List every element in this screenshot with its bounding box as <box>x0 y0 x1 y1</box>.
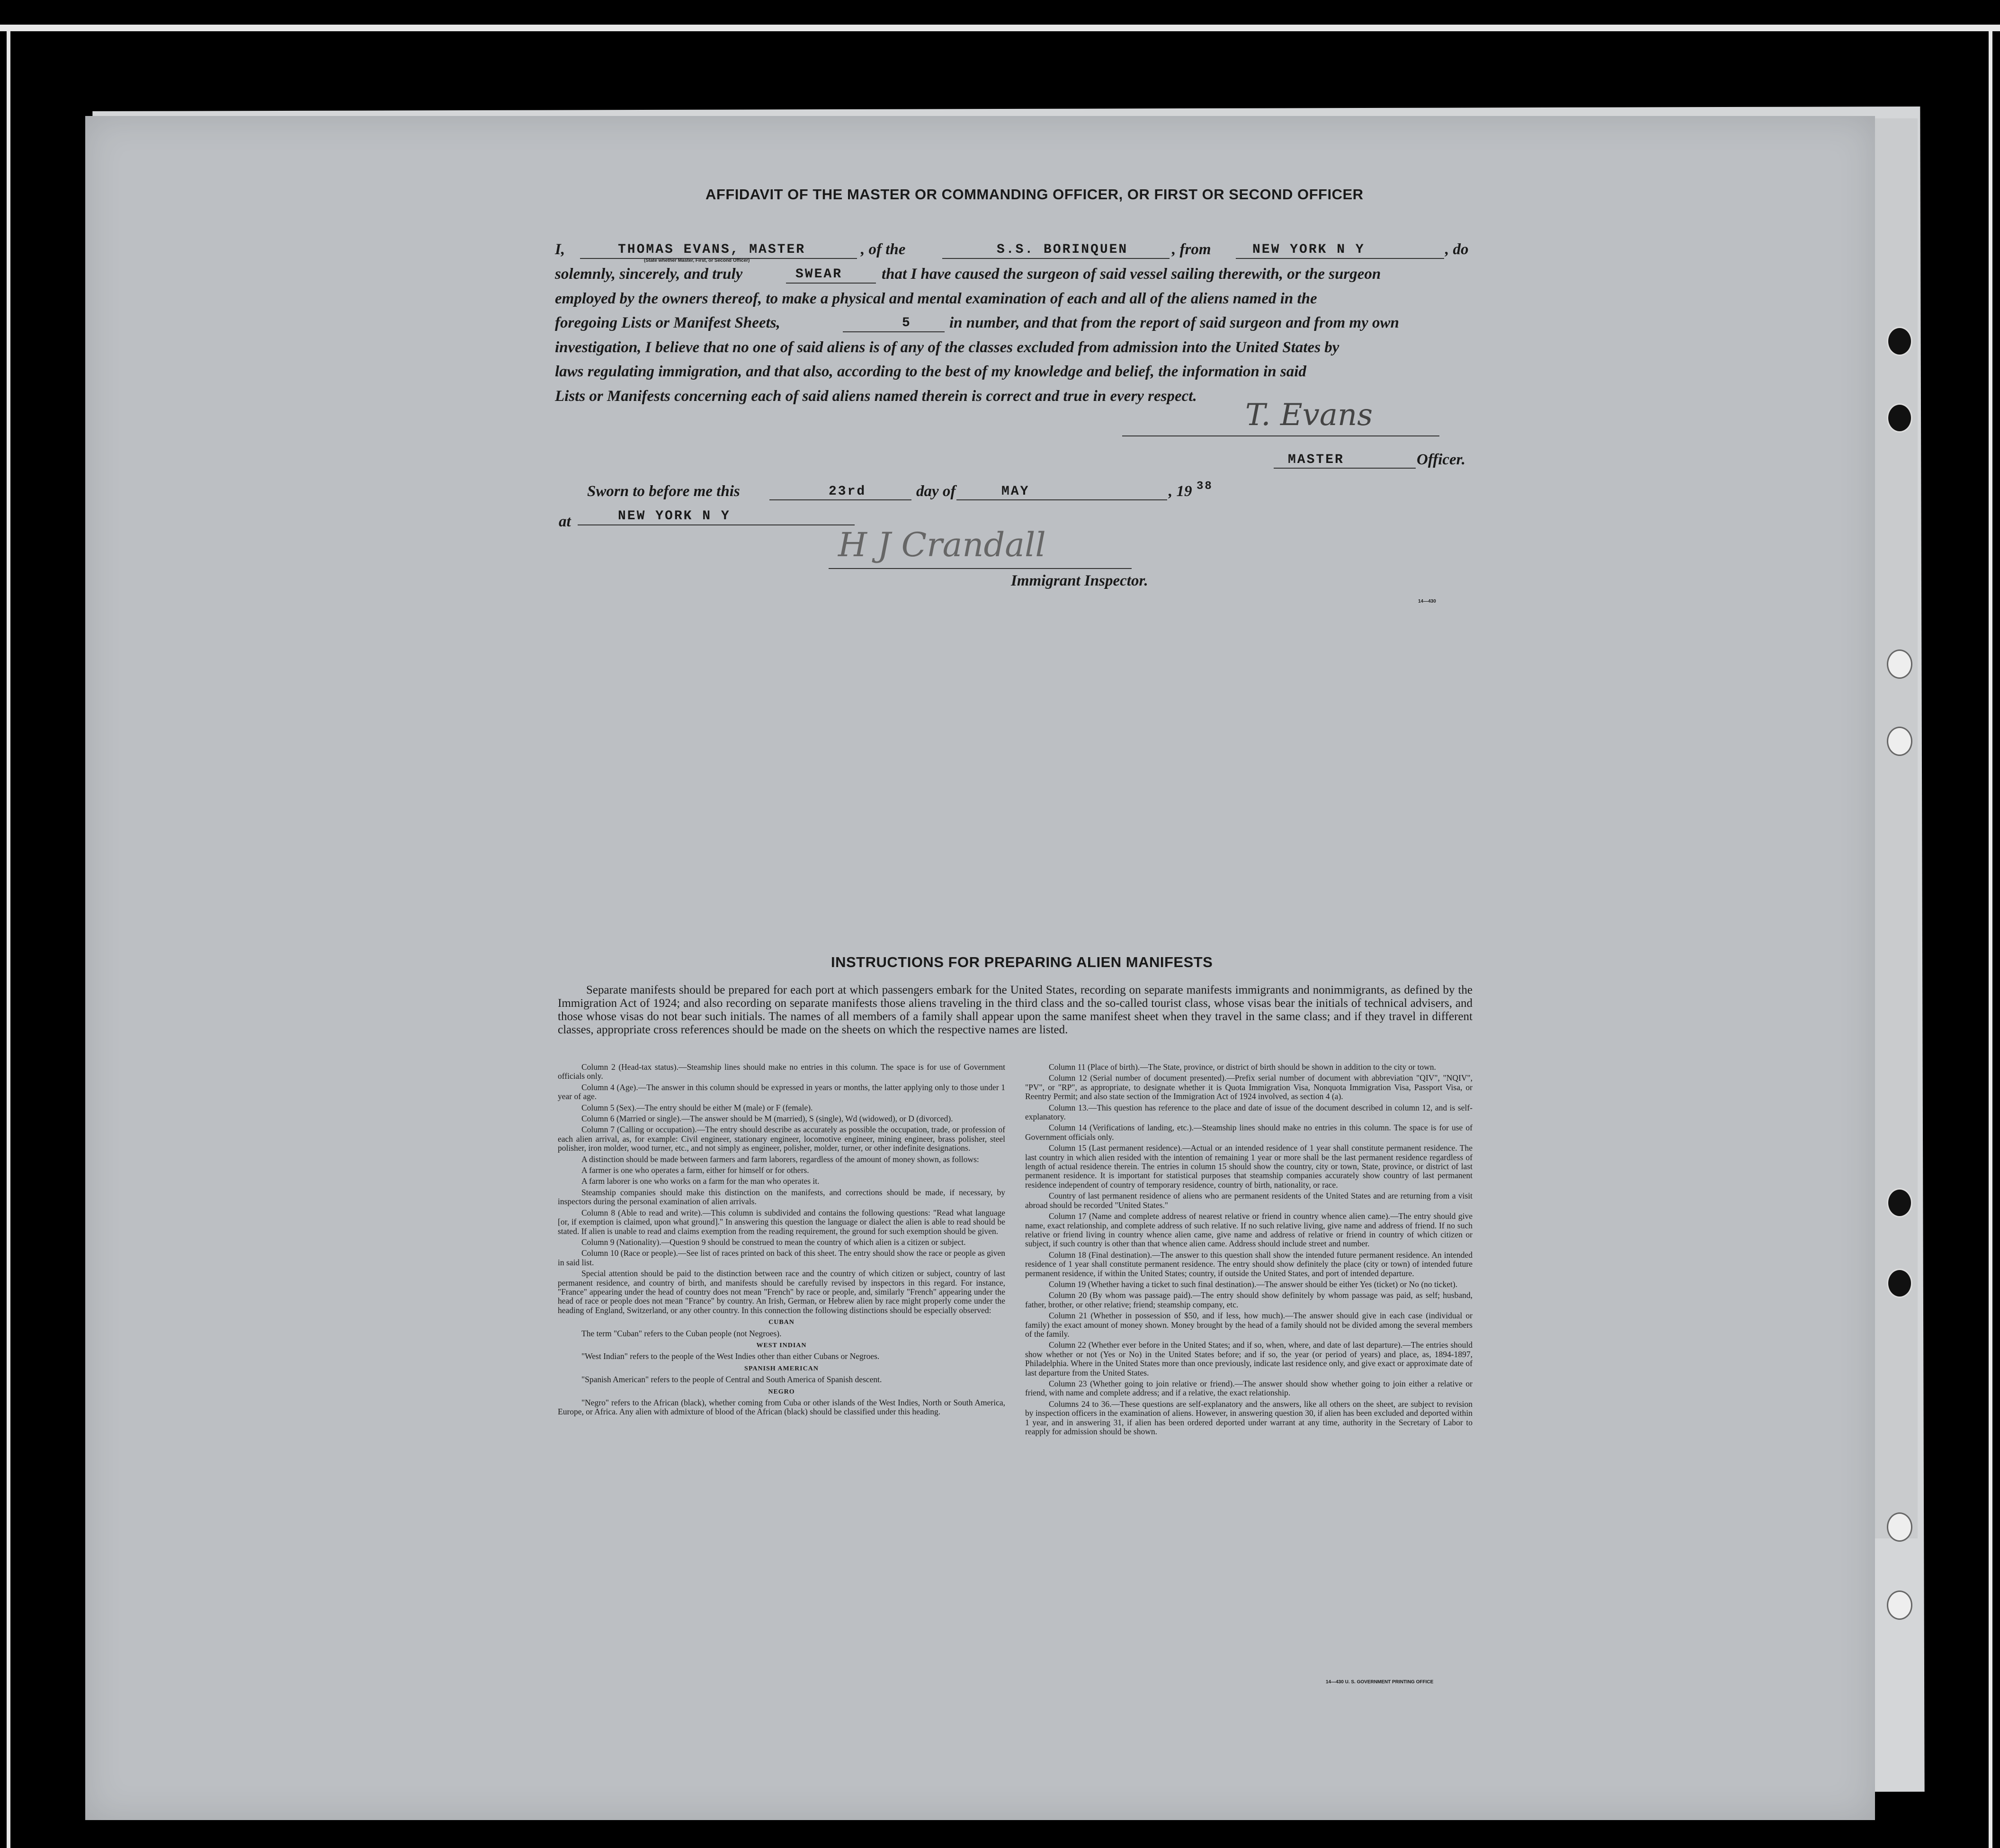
instruction-steamship-companies: Steamship companies should make this distinction on the manifests, and corrections should be made, if necessary, by inspectors during the personal examination of alien arrivals. <box>558 1187 1005 1207</box>
instruction-column-11: Column 11 (Place of birth).—The State, province, or district of birth should be shown in addition to the city or town. <box>1049 1062 1436 1072</box>
master-signature-line <box>1122 435 1439 436</box>
affidavit-i: I, <box>555 241 565 258</box>
instruction-column-9: Column 9 (Nationality).—Question 9 should be construed to mean the country of which alien is a citizen or subject. <box>581 1237 966 1247</box>
affidavit-title: AFFIDAVIT OF THE MASTER OR COMMANDING OFFICER, OR FIRST OR SECOND OFFICER <box>705 186 1364 203</box>
instruction-column-7: Column 7 (Calling or occupation).—The entry should describe as accurately as possible the occupation, trade, or profession of each alien arrival, as, for example: Civil engineer, stationary engineer, locomotive engineer, mining engineer, brass polisher, steel polisher, iron molder, wood turner, etc., and not simply as engineer, polisher, molder, turner, or other indefinite designations. <box>558 1125 1005 1153</box>
instruction-farm-distinction: A distinction should be made between farmers and farm laborers, regardless of the amount of money shown, as follows: <box>581 1154 979 1164</box>
punch-hole <box>1887 649 1912 679</box>
instruction-column-4: Column 4 (Age).—The answer in this column should be expressed in years or months, the latter applying only to those under 1 year of age. <box>558 1082 1005 1102</box>
master-signature: T. Evans <box>1245 398 1373 433</box>
negro-definition: "Negro" refers to the African (black), whether coming from Cuba or other islands of the West Indies, North or South America, Europe, or Africa. Any alien with admixture of blood of the African (black) should be classified under this heading. <box>558 1398 1005 1417</box>
officer-label: Officer. <box>1417 451 1465 468</box>
day-of-label: day of <box>916 483 956 500</box>
vessel-underline <box>942 258 1170 259</box>
punch-hole <box>1887 403 1912 433</box>
instruction-column-6: Column 6 (Married or single).—The answer should be M (married), S (single), Wd (widowed), or D (divorced). <box>581 1114 953 1124</box>
instruction-residence-us: Country of last permanent residence of aliens who are permanent residents of the United States and are returning from a visit abroad should be recorded "United States." <box>1025 1191 1473 1210</box>
do-label: , do <box>1445 241 1469 258</box>
sworn-month: MAY <box>1001 484 1030 499</box>
film-border-left <box>7 25 10 1848</box>
oath-underline <box>786 283 876 284</box>
place-underline <box>578 524 855 525</box>
oath-word: SWEAR <box>795 267 843 282</box>
punch-hole <box>1887 1188 1912 1217</box>
instruction-column-2: Column 2 (Head-tax status).—Steamship lines should make no entries in this column. The space is for use of Government officials only. <box>558 1062 1005 1081</box>
punch-hole <box>1887 327 1912 356</box>
cuban-heading: CUBAN <box>768 1319 795 1326</box>
from-label: , from <box>1172 241 1211 258</box>
instruction-column-20: Column 20 (By whom was passage paid).—The entry should show definitely by whom passage was paid, as self; husband, father, brother, or other relative; friend; steamship company, etc. <box>1025 1290 1473 1309</box>
instruction-farm-laborer: A farm laborer is one who works on a farm for the man who operates it. <box>581 1176 820 1186</box>
instruction-column-10: Column 10 (Race or people).—See list of races printed on back of this sheet. The entry should show the race or people as given in said list. <box>558 1248 1005 1267</box>
year-prefix: , 19 <box>1169 483 1192 500</box>
instruction-column-14: Column 14 (Verifications of landing, etc.).—Steamship lines should make no entries in this column. The space is for use of Government officials only. <box>1025 1123 1473 1142</box>
west-indian-heading: WEST INDIAN <box>756 1342 807 1349</box>
cuban-definition: The term "Cuban" refers to the Cuban people (not Negroes). <box>581 1328 782 1338</box>
instruction-column-19: Column 19 (Whether having a ticket to such final destination).—The answer should be either Yes (ticket) or No (no ticket). <box>1049 1279 1458 1289</box>
day-underline <box>769 499 911 500</box>
film-border-top <box>0 25 2000 31</box>
instruction-columns-24-36: Columns 24 to 36.—These questions are self-explanatory and the answers, like all others on the sheet, are subject to revision by inspection officers in the examination of aliens. However, in answering question 30, if alien has been excluded and deported within 1 year, and in answering 31, if alien has been ordered deported under warrant at any time, authority in the Secretary of Labor to reapply for admission should be shown. <box>1025 1399 1473 1437</box>
affidavit-line-5: investigation, I believe that no one of said aliens is of any of the classes excluded from admission into the United States by <box>555 339 1339 356</box>
affidavit-line-6: laws regulating immigration, and that also, according to the best of my knowledge and belief, the information in said <box>555 363 1306 380</box>
rank-note: (State whether Master, First, or Second Officer) <box>644 258 750 263</box>
instruction-column-17: Column 17 (Name and complete address of nearest relative or friend in country whence alien came).—The entry should give name, exact relationship, and complete address of such relative. If no such relative living, give name and address of friend. If no such relative or friend living in country whence alien came, give name and address of relative or friend in country of which citizen or subject, if such country is other than that whence alien came. Address should include street and number. <box>1025 1211 1473 1249</box>
instructions-intro: Separate manifests should be prepared for each port at which passengers embark for the United States, recording on separate manifests immigrants and nonimmigrants, as defined by the Immigration Act of 1924; and also recording on separate manifests those aliens traveling in the third class and the so-called tourist class, whose visas bear the initials of technical advisers, and those whose visas do not bear such initials. The names of all members of a family shall appear upon the same manifest sheet when they travel in the same class; and if they travel in different classes, appropriate cross references should be made on the sheets on which the respective names are listed. <box>558 984 1473 1036</box>
departure-port: NEW YORK N Y <box>1252 242 1365 257</box>
instruction-farmer: A farmer is one who operates a farm, either for himself or for others. <box>581 1165 809 1175</box>
affidavit-line-2b: that I have caused the surgeon of said vessel sailing therewith, or the surgeon <box>882 266 1381 283</box>
vessel-name: S.S. BORINQUEN <box>997 242 1128 257</box>
instruction-column-21: Column 21 (Whether in possession of $50, and if less, how much).—The answer should give in each case (individual or family) the exact amount of money shown. Money brought by the head of a family should not be divided among the several members of the family. <box>1025 1311 1473 1339</box>
printing-office-footer: 14—430 U. S. GOVERNMENT PRINTING OFFICE <box>1326 1679 1434 1685</box>
inspector-label: Immigrant Inspector. <box>1011 572 1148 589</box>
master-name: THOMAS EVANS, MASTER <box>618 242 806 257</box>
instructions-left-column <box>558 1063 1005 1419</box>
film-border-right <box>1989 25 1992 1848</box>
instruction-special-attention: Special attention should be paid to the distinction between race and the country of which citizen or subject, country of last permanent residence, and country of birth, and manifests should be carefully revised by inspectors in this regard. For instance, "France" appearing under the head of country does not mean "French" by race or people, and, similarly "French" appearing under the head of race or people does not mean "France" by country. An Irish, German, or Hebrew alien by race might properly come under the heading of England, Switzerland, or any other country. In this connection the following distinctions should be especially observed: <box>558 1269 1005 1315</box>
affidavit-form-number: 14—430 <box>1418 599 1436 604</box>
instruction-column-18: Column 18 (Final destination).—The answer to this question shall show the intended future permanent residence. An intended residence of 1 year shall constitute permanent residence. The entry should show definitely the place (city or town) of intended future permanent residence, if within the United States; country, if outside the United States, and port of intended departure. <box>1025 1250 1473 1278</box>
sheet-count-underline <box>843 331 945 332</box>
affidavit-line-7: Lists or Manifests concerning each of said aliens named therein is correct and true in every respect. <box>555 388 1197 405</box>
affidavit-line-4b: in number, and that from the report of said surgeon and from my own <box>949 314 1399 331</box>
affidavit-line-2a: solemnly, sincerely, and truly <box>555 266 743 283</box>
at-label: at <box>559 513 571 530</box>
port-underline <box>1236 258 1444 259</box>
instruction-column-5: Column 5 (Sex).—The entry should be either M (male) or F (female). <box>581 1102 813 1112</box>
sworn-place: NEW YORK N Y <box>618 509 731 524</box>
instructions-title: INSTRUCTIONS FOR PREPARING ALIEN MANIFESTS <box>831 954 1213 970</box>
punch-hole <box>1887 727 1912 756</box>
instruction-column-15: Column 15 (Last permanent residence).—Actual or an intended residence of 1 year shall constitute permanent residence. The last country in which alien resided with the intention of remaining 1 year or more shall be the last permanent residence regardless of length of actual residence therein. The entries in column 15 should show the country, city or town, State, province, or district of last permanent residence. It is important for statistical purposes that steamship companies accurately show country of last permanent residence independent of country of temporary residence, country of birth, nationality, or race. <box>1025 1143 1473 1190</box>
instruction-column-22: Column 22 (Whether ever before in the United States; and if so, when, where, and date of last departure).—The entries should show whether or not (Yes or No) in the United States before; and if so, the year (or period of years) and place, as, 1894-1897, Philadelphia. Where in the United States more than once previously, indicate last residence only, and give exact or approximate date of last departure from the United States. <box>1025 1340 1473 1377</box>
instruction-column-23: Column 23 (Whether going to join relative or friend).—The answer should show whether going to join either a relative or friend, with name and complete address; and if a relative, the exact relationship. <box>1025 1379 1473 1398</box>
spanish-american-heading: SPANISH AMERICAN <box>744 1365 819 1372</box>
instructions-right-column <box>1025 1063 1473 1438</box>
punch-hole <box>1887 1269 1912 1298</box>
inspector-signature: H J Crandall <box>838 525 1046 564</box>
instruction-column-13: Column 13.—This question has reference to the place and date of issue of the document described in column 12, and is self-explanatory. <box>1025 1102 1473 1122</box>
affidavit-line-4a: foregoing Lists or Manifest Sheets, <box>555 314 780 331</box>
spanish-american-definition: "Spanish American" refers to the people of Central and South America of Spanish descent. <box>581 1375 882 1385</box>
sheet-count: 5 <box>902 316 911 330</box>
officer-rank: MASTER <box>1288 453 1344 467</box>
instruction-column-8: Column 8 (Able to read and write).—This column is subdivided and contains the following questions: "Read what language [or, if exemption is claimed, upon what ground]." In answering this question the language or dialect the alien is able to read should be stated. If alien is unable to read and claims exemption from the reading requirement, the ground for such exemption should be given. <box>558 1208 1005 1236</box>
punch-hole <box>1887 1590 1912 1620</box>
of-the-label: , of the <box>861 241 906 258</box>
affidavit-line-1 <box>555 237 565 263</box>
negro-heading: NEGRO <box>768 1388 795 1395</box>
month-underline <box>956 499 1167 500</box>
affidavit-line-3: employed by the owners thereof, to make a physical and mental examination of each and all of the aliens named in the <box>555 290 1317 307</box>
instruction-column-12: Column 12 (Serial number of document presented).—Prefix serial number of document with abbreviation "QIV", "NQIV", "PV", or "RP", as appropriate, to designate whether it is Quota Immigration Visa, Nonquota Immigration Visa, Passport Visa, or Reentry Permit; and also state section of the Immigration Act of 1924 involved, as section 4 (a). <box>1025 1073 1473 1102</box>
west-indian-definition: "West Indian" refers to the people of the West Indies other than either Cubans or Negroes. <box>581 1351 880 1361</box>
year-suffix: 38 <box>1196 480 1213 493</box>
punch-hole <box>1887 1512 1912 1542</box>
officer-rank-underline <box>1274 468 1416 469</box>
sworn-day: 23rd <box>829 484 866 499</box>
sworn-label: Sworn to before me this <box>587 483 740 500</box>
